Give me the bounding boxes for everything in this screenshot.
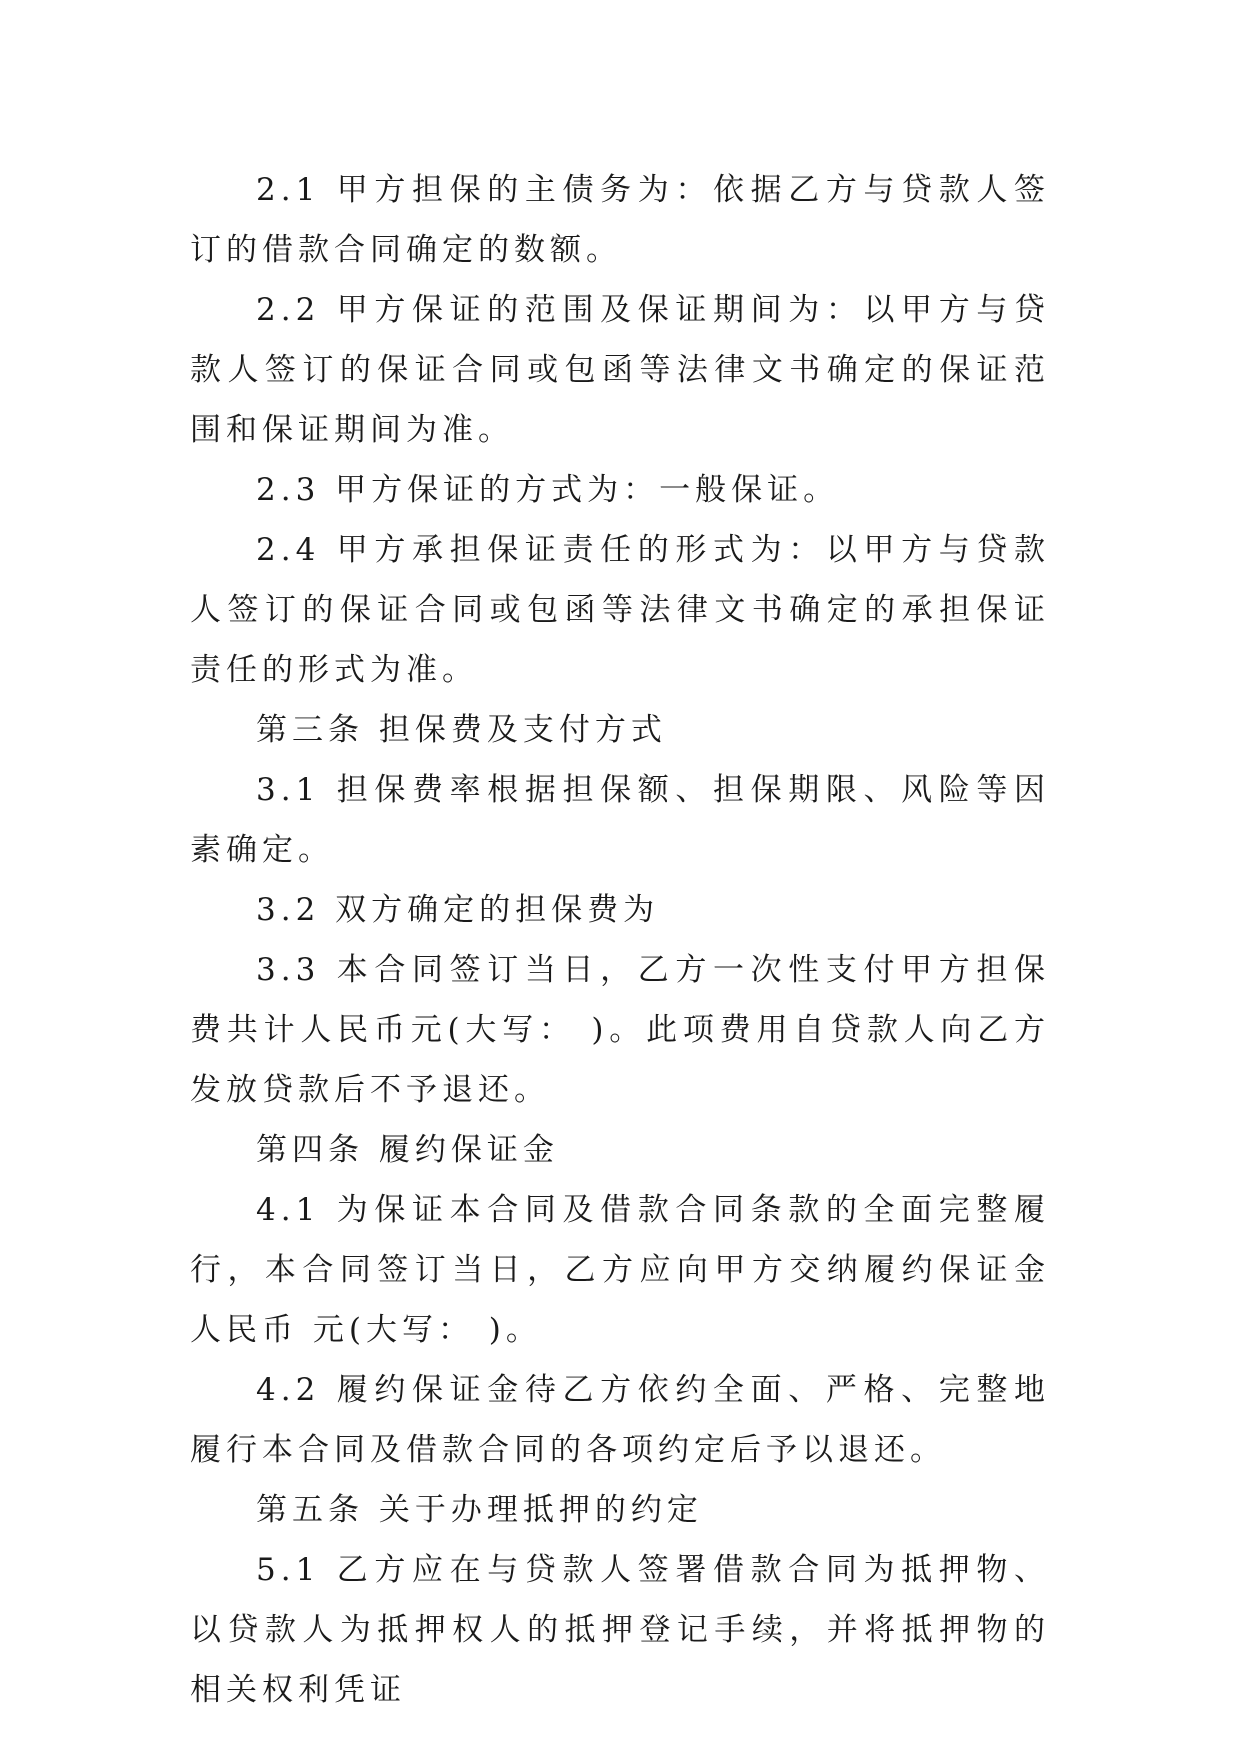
clause-2-2: 2.2 甲方保证的范围及保证期间为：以甲方与贷款人签订的保证合同或包函等法律文书确定的保证范围和保证期间为准。 — [190, 292, 1050, 448]
clause-5-1: 5.1 乙方应在与贷款人签署借款合同为抵押物、以贷款人为抵押权人的抵押登记手续，并将抵押物的相关权利凭证 — [190, 1552, 1050, 1708]
clause-4-1: 4.1 为保证本合同及借款合同条款的全面完整履行，本合同签订当日，乙方应向甲方交纳履约保证金人民币 元(大写： )。 — [190, 1192, 1050, 1348]
clause-3-1: 3.1 担保费率根据担保额、担保期限、风险等因素确定。 — [190, 772, 1050, 868]
clause-2-4: 2.4 甲方承担保证责任的形式为：以甲方与贷款人签订的保证合同或包函等法律文书确定的承担保证责任的形式为准。 — [190, 532, 1050, 688]
clause-4-2: 4.2 履约保证金待乙方依约全面、严格、完整地履行本合同及借款合同的各项约定后予以退还。 — [190, 1372, 1050, 1468]
article-3-heading: 第三条 担保费及支付方式 — [256, 712, 667, 748]
article-4-heading: 第四条 履约保证金 — [256, 1132, 559, 1168]
article-5-heading: 第五条 关于办理抵押的约定 — [256, 1492, 703, 1528]
clause-2-3: 2.3 甲方保证的方式为：一般保证。 — [256, 472, 840, 508]
clause-3-2: 3.2 双方确定的担保费为 — [256, 892, 660, 928]
document-page — [190, 160, 1050, 1720]
clause-2-1: 2.1 甲方担保的主债务为：依据乙方与贷款人签订的借款合同确定的数额。 — [190, 172, 1050, 268]
clause-3-3: 3.3 本合同签订当日，乙方一次性支付甲方担保费共计人民币元(大写： )。此项费用自贷款人向乙方发放贷款后不予退还。 — [190, 952, 1050, 1108]
